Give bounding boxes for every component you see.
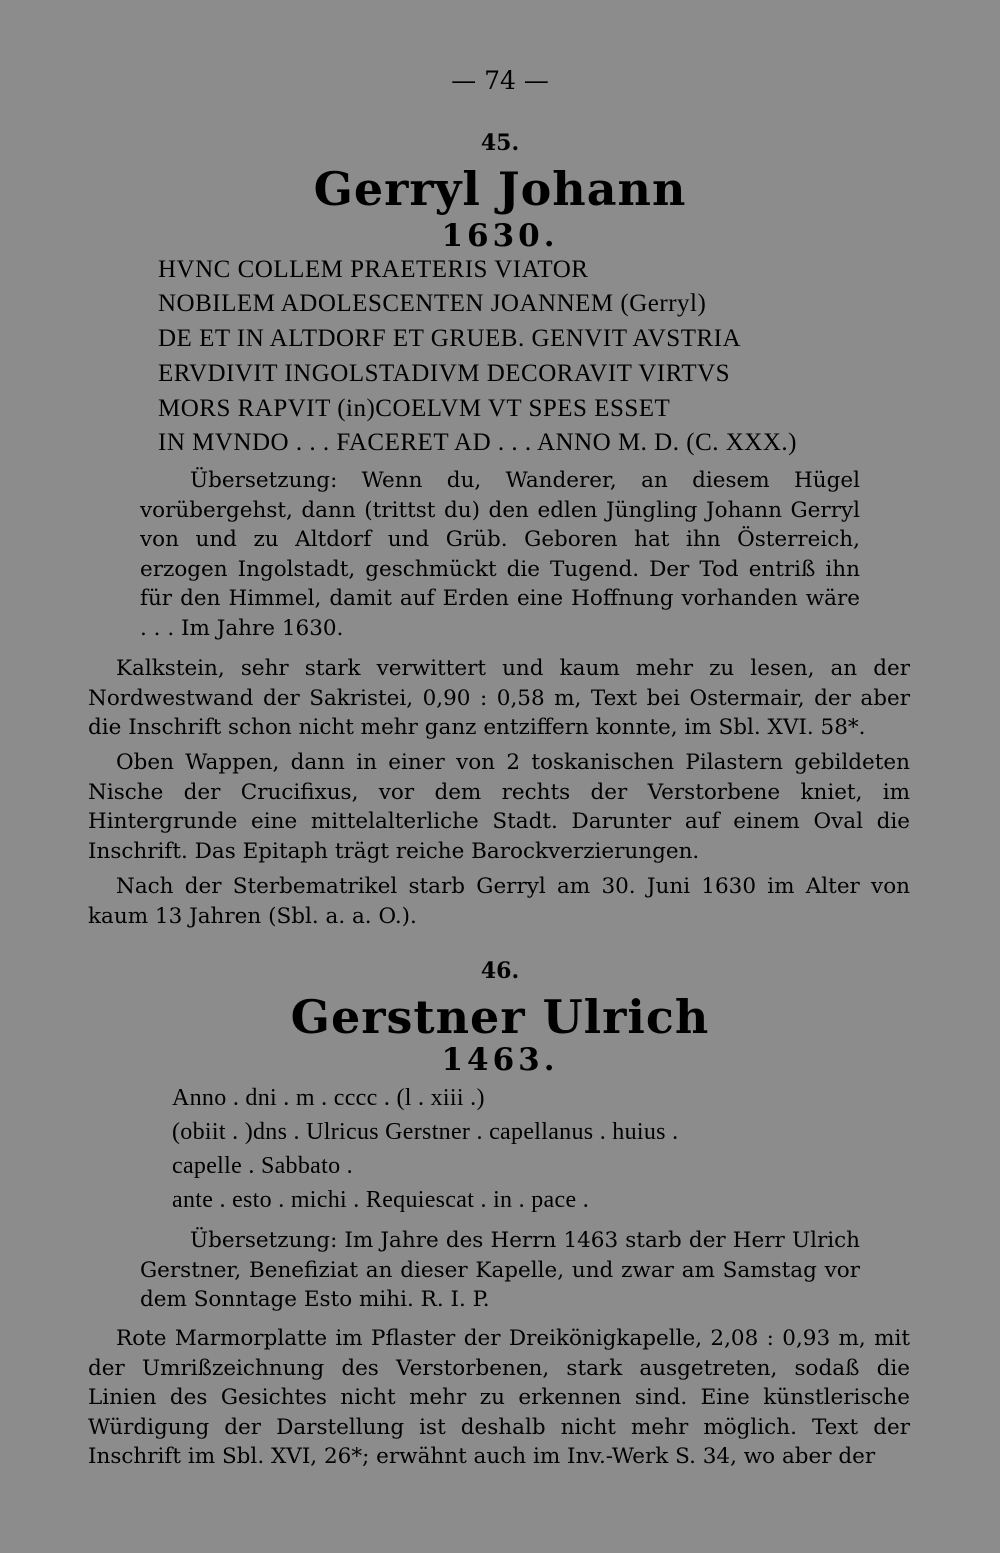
entry-title: Gerstner Ulrich	[290, 990, 710, 1044]
description-paragraph: Kalkstein, sehr stark verwittert und kaum mehr zu lesen, an der Nordwestwand der Sakristei, 0,90 : 0,58 m, Text bei Ostermair, der aber die Inschrift schon nicht mehr ganz entziffern konnte, im Sbl. XVI. 58*.	[88, 656, 910, 740]
inscription-line: ante . esto . michi . Requiescat . in . pace .	[172, 1187, 590, 1213]
entry-number: 46.	[480, 958, 520, 984]
description-paragraph: Nach der Sterbematrikel starb Gerryl am 30. Juni 1630 im Alter von kaum 13 Jahren (Sbl. a. a. O.).	[88, 874, 910, 929]
description-paragraph: Rote Marmorplatte im Pflaster der Dreikönigkapelle, 2,08 : 0,93 m, mit der Umrißzeichnung des Verstorbenen, stark ausgetreten, sodaß die Linien des Gesichtes nicht mehr zu erkennen sind. Eine künstlerische Würdigung der Darstellung ist deshalb nicht mehr möglich. Text der Inschrift im Sbl. XVI, 26*; erwähnt auch im Inv.-Werk S. 34, wo aber der	[88, 1326, 910, 1469]
entry-year: 1463.	[441, 1042, 559, 1078]
inscription-line: MORS RAPVIT (in)COELVM VT SPES ESSET	[158, 395, 671, 422]
entry-title: Gerryl Johann	[313, 162, 687, 216]
inscription-line: HVNC COLLEM PRAETERIS VIATOR	[158, 256, 589, 283]
inscription-line: Anno . dni . m . cccc . (l . xiii .)	[172, 1085, 485, 1111]
description-paragraph: Oben Wappen, dann in einer von 2 toskanischen Pilastern gebildeten Nische der Crucifixus, vor dem rechts der Verstorbene kniet, im Hintergrunde eine mittelalterliche Stadt. Darunter auf einem Oval die Inschrift. Das Epitaph trägt reiche Barockverzierungen.	[88, 750, 910, 864]
inscription-line: ERVDIVIT INGOLSTADIVM DECORAVIT VIRTVS	[158, 360, 731, 387]
inscription-line: IN MVNDO . . . FACERET AD . . . ANNO M. D. (C. XXX.)	[158, 429, 797, 456]
inscription-line: DE ET IN ALTDORF ET GRUEB. GENVIT AVSTRIA	[158, 325, 742, 352]
page-number: — 74 —	[451, 66, 549, 95]
translation-paragraph: Übersetzung: Wenn du, Wanderer, an diesem Hügel vorübergehst, dann (trittst du) den edlen Jüngling Johann Gerryl von und zu Altdorf und Grüb. Geboren hat ihn Österreich, erzogen Ingolstadt, geschmückt die Tugend. Der Tod entriß ihn für den Himmel, damit auf Erden eine Hoffnung vorhanden wäre . . . Im Jahre 1630.	[140, 468, 860, 641]
entry-number: 45.	[480, 130, 520, 156]
entry-year: 1630.	[441, 218, 559, 254]
translation-paragraph: Übersetzung: Im Jahre des Herrn 1463 starb der Herr Ulrich Gerstner, Benefiziat an dieser Kapelle, und zwar am Samstag vor dem Sonntage Esto mihi. R. I. P.	[140, 1228, 860, 1312]
inscription-line: NOBILEM ADOLESCENTEN JOANNEM (Gerryl)	[158, 290, 707, 317]
inscription-line: (obiit . )dns . Ulricus Gerstner . capellanus . huius .	[172, 1119, 679, 1145]
inscription-line: capelle . Sabbato .	[172, 1153, 353, 1179]
